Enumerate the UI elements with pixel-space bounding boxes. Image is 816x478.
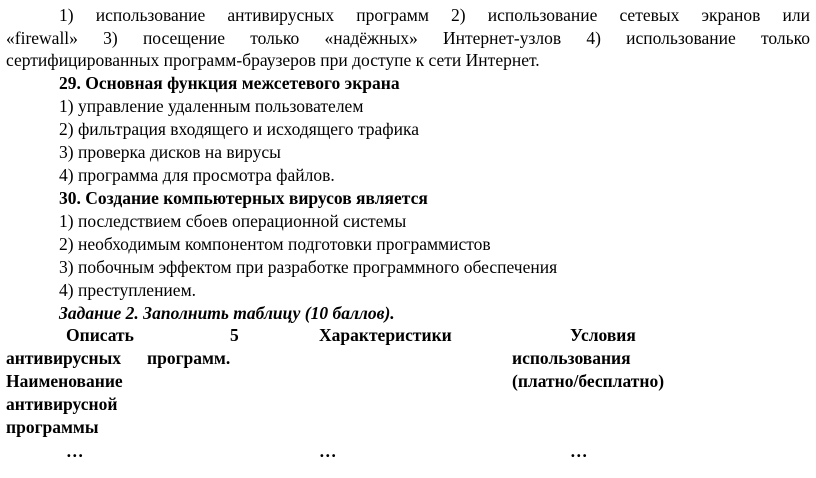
table-col1-line5: программы	[6, 417, 99, 437]
question-30-title: 30. Создание компьютерных вирусов является	[59, 188, 428, 208]
question-30-option-2: 2) необходимым компонентом подготовки программистов	[59, 234, 491, 254]
intro-line-2: «firewall» 3) посещение только «надёжных» Интернет-узлов 4) использование только	[6, 28, 810, 48]
intro-line-1: 1) использование антивирусных программ 2) использование сетевых экранов или	[59, 5, 810, 25]
table-col1-line2a: антивирусных	[6, 348, 122, 368]
question-30-option-3: 3) побочным эффектом при разработке программного обеспечения	[59, 257, 558, 277]
table-col3-line1: Условия	[570, 325, 636, 345]
table-col1-line2b: программ.	[147, 348, 231, 368]
task-2-title: Задание 2. Заполнить таблицу (10 баллов).	[59, 303, 395, 323]
table-row-cell-1: …	[66, 441, 84, 461]
table-col3-line3: (платно/бесплатно)	[512, 371, 665, 391]
table-col3-line2: использования	[512, 348, 631, 368]
question-29-option-4: 4) программа для просмотра файлов.	[59, 165, 335, 185]
question-29-title: 29. Основная функция межсетевого экрана	[59, 73, 400, 93]
table-col1-line1a: Описать	[66, 325, 134, 345]
question-29-option-3: 3) проверка дисков на вирусы	[59, 142, 281, 162]
question-30-option-4: 4) преступлением.	[59, 280, 197, 300]
table-row-cell-3: …	[570, 441, 588, 461]
question-29-option-1: 1) управление удаленным пользователем	[59, 96, 364, 116]
table-col1-line4: антивирусной	[6, 394, 118, 414]
table-col1-line3: Наименование	[6, 371, 123, 391]
question-30-option-1: 1) последствием сбоев операционной системы	[59, 211, 407, 231]
table-col2-header: Характеристики	[319, 325, 452, 345]
intro-line-3: сертифицированных программ-браузеров при доступе к сети Интернет.	[6, 50, 540, 70]
table-col1-line1b: 5	[230, 325, 239, 345]
question-29-option-2: 2) фильтрация входящего и исходящего трафика	[59, 119, 420, 139]
table-row-cell-2: …	[319, 441, 337, 461]
